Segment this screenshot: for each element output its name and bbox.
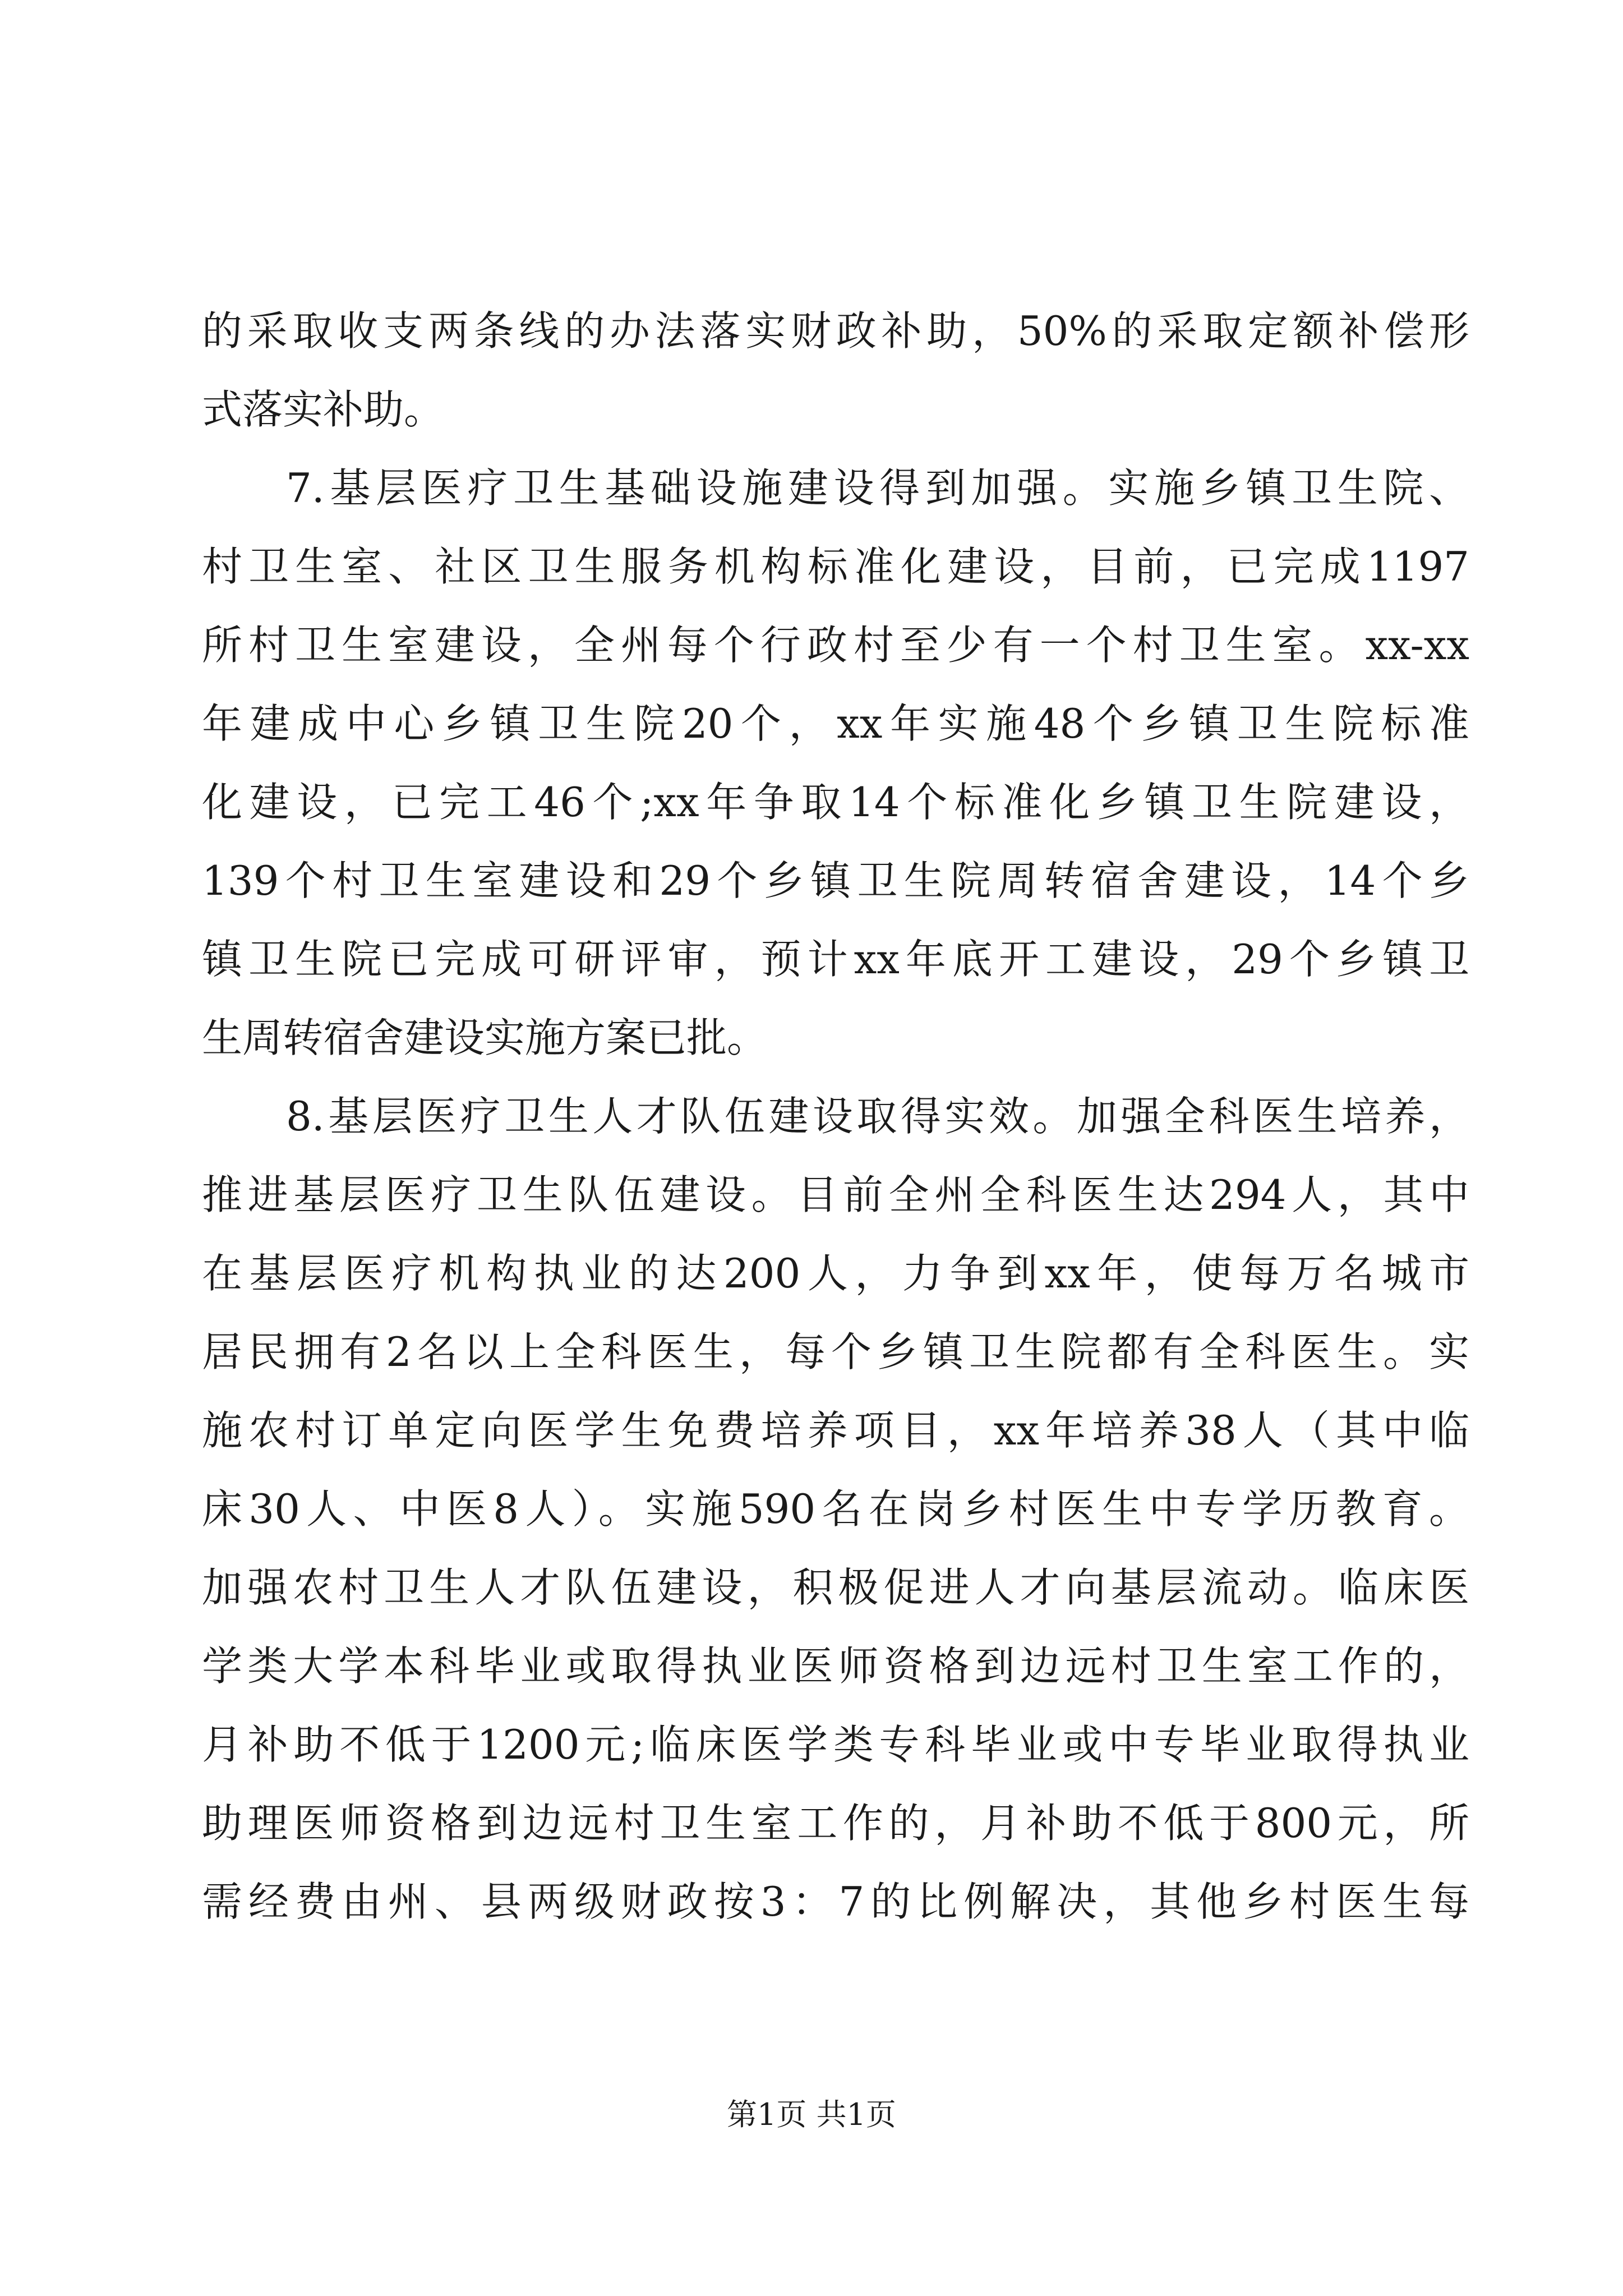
text-line: 月补助不低于1200元;临床医学类专科毕业或中专毕业取得执业 xyxy=(202,1721,1469,1768)
text-line: 式落实补助。 xyxy=(202,386,445,433)
page-number-footer: 第1页 共1页 xyxy=(727,2097,896,2132)
text-line: 施农村订单定向医学生免费培养项目，xx年培养38人（其中临 xyxy=(202,1407,1469,1454)
text-line: 村卫生室、社区卫生服务机构标准化建设，目前，已完成1197 xyxy=(202,543,1469,590)
text-line: 所村卫生室建设，全州每个行政村至少有一个村卫生室。xx-xx xyxy=(202,622,1469,669)
text-line: 学类大学本科毕业或取得执业医师资格到边远村卫生室工作的， xyxy=(202,1642,1469,1690)
text-line: 的采取收支两条线的办法落实财政补助，50%的采取定额补偿形 xyxy=(202,307,1469,355)
paragraph-heading-8: 8.基层医疗卫生人才队伍建设取得实效。加强全科医生培养， xyxy=(286,1093,1469,1140)
text-line: 生周转宿舍建设实施方案已批。 xyxy=(202,1014,768,1061)
text-line: 推进基层医疗卫生队伍建设。目前全州全科医生达294人，其中 xyxy=(202,1171,1469,1218)
text-line: 床30人、中医8人）。实施590名在岗乡村医生中专学历教育。 xyxy=(202,1485,1469,1533)
text-line: 年建成中心乡镇卫生院20个，xx年实施48个乡镇卫生院标准 xyxy=(202,700,1469,747)
text-line: 助理医师资格到边远村卫生室工作的，月补助不低于800元，所 xyxy=(202,1800,1469,1847)
text-line: 139个村卫生室建设和29个乡镇卫生院周转宿舍建设，14个乡 xyxy=(202,857,1469,904)
text-line: 居民拥有2名以上全科医生，每个乡镇卫生院都有全科医生。实 xyxy=(202,1328,1469,1375)
text-line: 镇卫生院已完成可研评审，预计xx年底开工建设，29个乡镇卫 xyxy=(202,936,1469,983)
paragraph-heading-7: 7.基层医疗卫生基础设施建设得到加强。实施乡镇卫生院、 xyxy=(286,464,1469,512)
text-line: 化建设，已完工46个;xx年争取14个标准化乡镇卫生院建设， xyxy=(202,779,1469,826)
text-line: 加强农村卫生人才队伍建设，积极促进人才向基层流动。临床医 xyxy=(202,1564,1469,1611)
text-line: 需经费由州、县两级财政按3：7的比例解决，其他乡村医生每 xyxy=(202,1878,1469,1925)
text-line: 在基层医疗机构执业的达200人，力争到xx年，使每万名城市 xyxy=(202,1250,1469,1297)
